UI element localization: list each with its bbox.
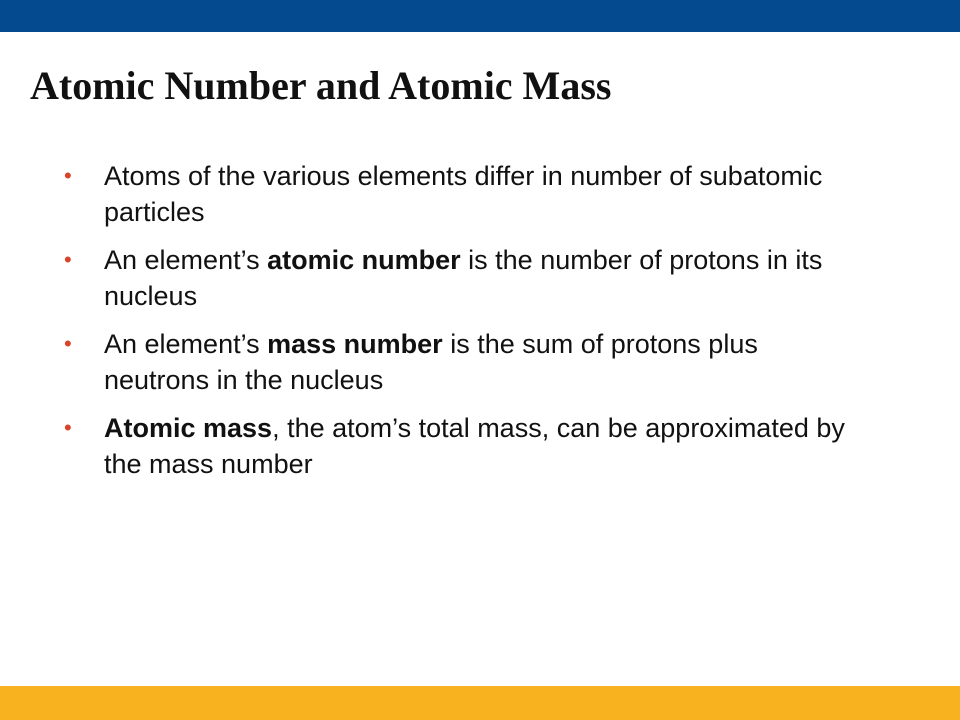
- bullet-list: [62, 158, 862, 494]
- bullet-icon: •: [64, 415, 72, 440]
- bullet-icon: •: [64, 331, 72, 356]
- slide-title: Atomic Number and Atomic Mass: [30, 63, 612, 108]
- top-color-band: [0, 0, 960, 32]
- bullet-item: [62, 410, 862, 482]
- bullet-item: [62, 242, 862, 314]
- bottom-color-band: [0, 686, 960, 720]
- bullet-term: mass number: [267, 329, 443, 359]
- bullet-item: [62, 326, 862, 398]
- bullet-text: Atoms of the various elements differ in number of subatomic particles: [104, 161, 823, 227]
- bullet-icon: •: [64, 163, 72, 188]
- bullet-text-rest: is the sum of protons plus neutrons in the nucleus: [104, 329, 758, 395]
- bullet-term: Atomic mass: [104, 413, 273, 443]
- bullet-term: atomic number: [267, 245, 461, 275]
- bullet-text: An element’s: [104, 245, 268, 275]
- bullet-icon: •: [64, 247, 72, 272]
- bullet-text-rest: , the atom’s total mass, can be approximated by the mass number: [104, 413, 845, 479]
- bullet-item: [62, 158, 862, 230]
- bullet-text-rest: is the number of protons in its nucleus: [104, 245, 823, 311]
- bullet-text: An element’s: [104, 329, 268, 359]
